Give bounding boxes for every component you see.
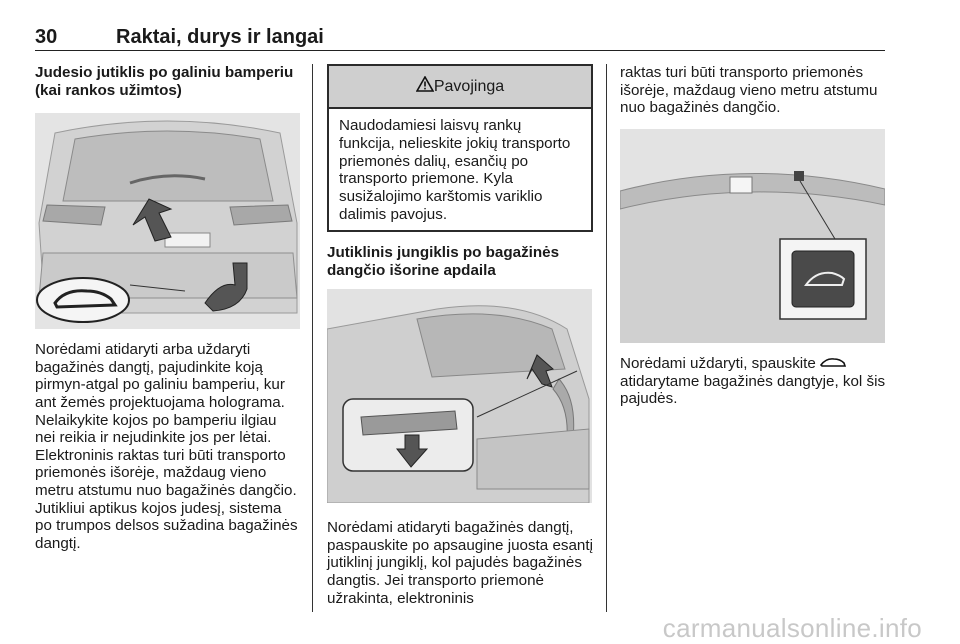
body-paragraph [620,355,886,408]
body-paragraph: Norėdami atidaryti arba uždaryti bagažinės dangtį, pajudinkite koją pirmyn-atgal po galiniu bamperiu, kur ant žemės projektuojama holograma. Nelaikykite kojos po bamperiu ilgiau nei reikia ir nejudinkite jos per lėtai. Elektroninis raktas turi būti transporto priemonės išorėje, maždaug vieno metru atstumu nuo bagažinės dangčio. Jutikliui aptikus kojos judesį, sistema po trumpos delsos sužadina bagažinės dangtį. [35,341,298,552]
page-header [35,0,885,51]
warning-triangle-icon [416,76,434,97]
watermark: carmanualsonline.info [662,613,922,643]
tailgate-close-button-illustration [620,129,885,343]
tailgate-icon [820,355,846,373]
body-text: Norėdami uždaryti, spauskite [620,354,816,372]
rear-bumper-sensor-illustration [35,113,300,329]
column-1 [35,64,300,552]
body-paragraph: raktas turi būti transporto priemonės išorėje, maždaug vieno metru atstumu nuo bagažinės dangčio. [620,64,878,117]
column-divider [606,64,607,612]
warning-box [327,64,593,232]
chapter-title: Raktai, durys ir langai [116,26,324,48]
body-paragraph: Norėdami atidaryti bagažinės dangtį, paspauskite po apsaugine juosta esantį jutiklinį jungiklį, kol pajudės bagažinės dangtis. Jei transporto priemonė užrakinta, elektroninis [327,519,593,607]
column-3 [620,64,886,408]
warning-title: Pavojinga [433,77,505,95]
section-heading: Judesio jutiklis po galiniu bamperiu (kai rankos užimtos) [35,64,294,99]
body-text: atidarytame bagažinės dangtyje, kol šis pajudės. [620,372,886,408]
column-divider [312,64,313,612]
column-2 [327,64,593,607]
warning-text: Naudodamiesi laisvų rankų funkcija, nelieskite jokių transporto priemonės dalių, esančių po transporto priemone. Kyla susižalojimo karštomis variklio dalimis pavojus. [339,117,571,223]
warning-header [329,66,591,109]
section-heading: Jutiklinis jungiklis po bagažinės dangčio išorine apdaila [327,244,560,279]
tailgate-touch-switch-illustration [327,289,592,503]
page-number: 30 [35,26,58,48]
